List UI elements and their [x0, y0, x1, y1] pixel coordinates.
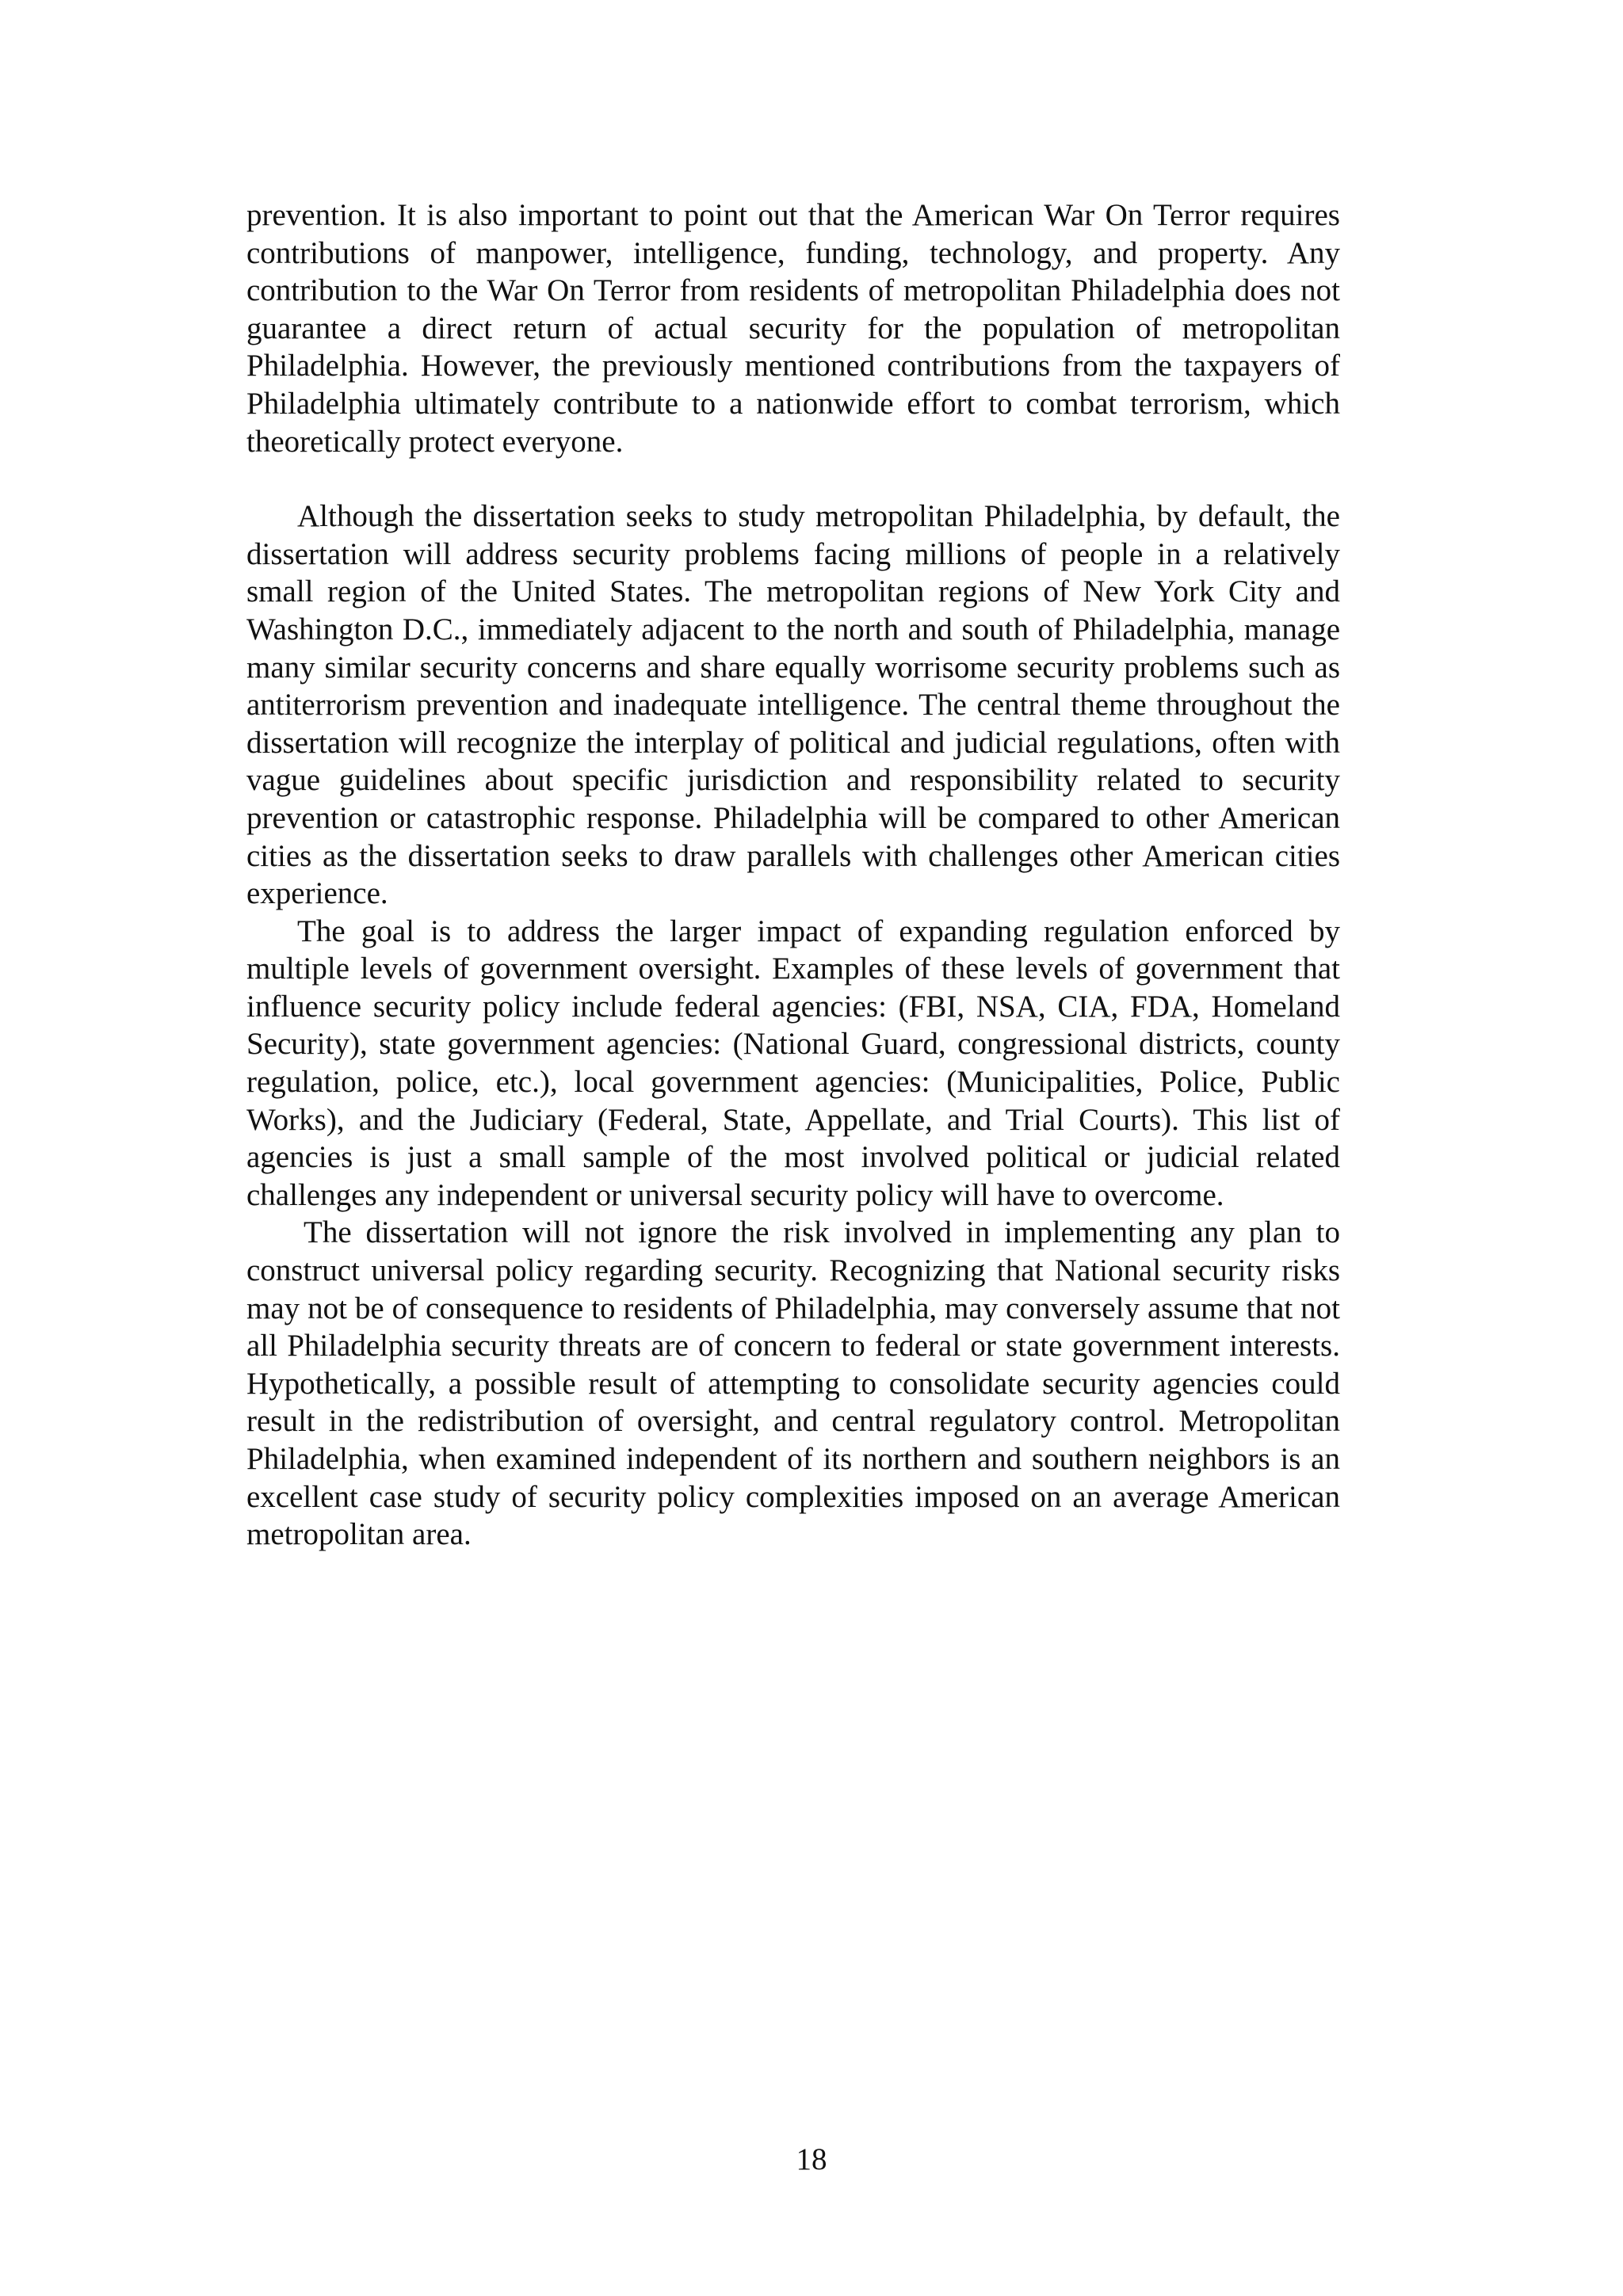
- paragraph-risk: The dissertation will not ignore the risk involved in implementing any plan to construct universal policy regarding security. Recognizing that National security risks may not be of consequence to residents of Philadelphia, may conversely assume that not all Philadelphia security threats are of concern to federal or state government interests. Hypothetically, a possible result of attempting to consolidate security agencies could result in the redistribution of oversight, and central regulatory control. Metropolitan Philadelphia, when examined independent of its northern and southern neighbors is an excellent case study of security policy complexities imposed on an average American metropolitan area.: [246, 1215, 1340, 1552]
- page-number: 18: [796, 2142, 827, 2176]
- paragraph-scope: Although the dissertation seeks to study metropolitan Philadelphia, by default, the dissertation will address security problems facing millions of people in a relatively small region of the United States. The metropolitan regions of New York City and Washington D.C., immediately adjacent to the north and south of Philadelphia, manage many similar security concerns and share equally worrisome security problems such as antiterrorism prevention and inadequate intelligence. The central theme throughout the dissertation will recognize the interplay of political and judicial regulations, often with vague guidelines about specific jurisdiction and responsibility related to security prevention or catastrophic response. Philadelphia will be compared to other American cities as the dissertation seeks to draw parallels with challenges other American cities experience.: [246, 499, 1340, 911]
- paragraph-goal: The goal is to address the larger impact of expanding regulation enforced by multiple levels of government oversight. Examples of these levels of government that influence security policy include federal agencies: (FBI, NSA, CIA, FDA, Homeland Security), state government agencies: (National Guard, congressional districts, county regulation, police, etc.), local government agencies: (Municipalities, Police, Public Works), and the Judiciary (Federal, State, Appellate, and Trial Courts). This list of agencies is just a small sample of the most involved political or judicial related challenges any independent or universal security policy will have to overcome.: [246, 913, 1340, 1212]
- body-text: [246, 196, 1340, 1554]
- paragraph-continued: prevention. It is also important to point out that the American War On Terror requires contributions of manpower, intelligence, funding, technology, and property. Any contribution to the War On Terror from residents of metropolitan Philadelphia does not guarantee a direct return of actual security for the population of metropolitan Philadelphia. However, the previously mentioned contributions from the taxpayers of Philadelphia ultimately contribute to a nationwide effort to combat terrorism, which theoretically protect everyone.: [246, 198, 1340, 459]
